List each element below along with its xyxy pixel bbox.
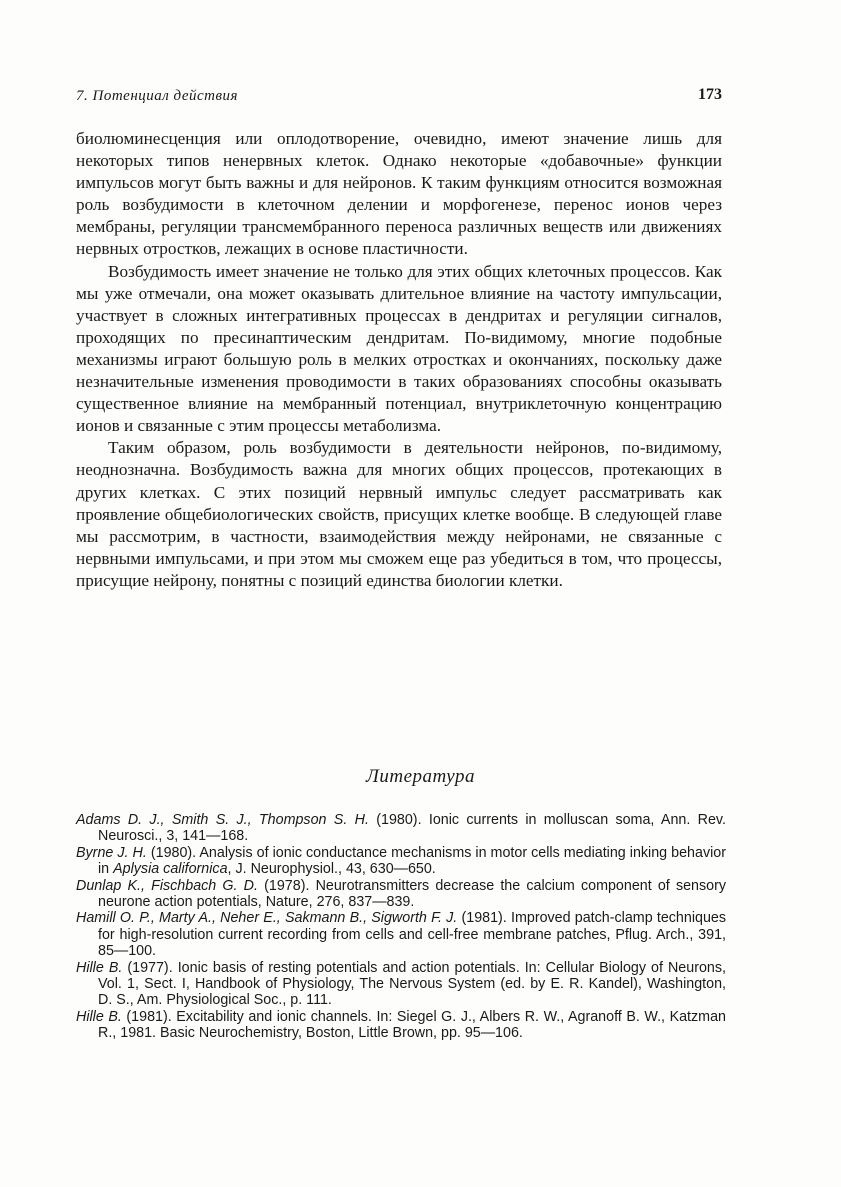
reference-item xyxy=(76,960,726,1009)
chapter-title: 7. Потенциал действия xyxy=(76,88,238,104)
reference-species: Aplysia californica xyxy=(113,861,228,878)
reference-text: (1977). Ionic basis of resting potentials and action potentials. In: Cellular Biology of Neurons, Vol. 1, Sect. I, Handbook of Physiology, The Nervous System (ed. by E. R. Kandel), Washington, D. S., Am. Physiological Soc., p. 111. xyxy=(98,959,726,1009)
reference-authors: Hille B. xyxy=(76,959,123,976)
paragraph-3: Таким образом, роль возбудимости в деятельности нейронов, по-видимому, неоднозначна. Возбудимость важна для многих общих процессов, протекающих в других клетках. С этих позиций нервный импульс следует рассматривать как проявление общебиологических свойств, присущих клетке вообще. В следующей главе мы рассмотрим, в частности, взаимодействия между нейронами, не связанные с нервными импульсами, и при этом мы сможем еще раз убедиться в том, что процессы, присущие нейрону, понятны с позиций единства биологии клетки. xyxy=(76,438,722,590)
reference-text: (1978). Neurotransmitters decrease the calcium component of sensory neurone action potentials, Nature, 276, 837—839. xyxy=(98,877,726,911)
paragraph-2: Возбудимость имеет значение не только для этих общих клеточных процессов. Как мы уже отмечали, она может оказывать длительное влияние на частоту импульсации, участвует в сложных интегративных процессах в дендритах и регуляции сигналов, проходящих по пресинаптическим дендритам. По-видимому, многие подобные механизмы играют большую роль в мелких отростках и окончаниях, поскольку даже незначительные изменения проводимости в таких образованиях способны оказывать существенное влияние на мембранный потенциал, внутриклеточную концентрацию ионов и связанные с этим процессы метаболизма. xyxy=(76,261,722,436)
reference-item xyxy=(76,845,726,878)
running-head xyxy=(76,88,722,110)
reference-item xyxy=(76,1009,726,1042)
reference-list xyxy=(76,812,726,1042)
reference-item xyxy=(76,812,726,845)
reference-text-end: , J. Neurophysiol., 43, 630—650. xyxy=(227,861,436,878)
reference-authors: Adams D. J., Smith S. J., Thompson S. H. xyxy=(76,812,369,828)
reference-text: (1980). Analysis of ionic conductance mechanisms in motor cells mediating inking behavior in xyxy=(98,844,726,878)
paragraph-1: биолюминесценция или оплодотворение, очевидно, имеют значение лишь для некоторых типов ненервных клеток. Однако некоторые «добавочные» функции импульсов могут быть важны и для нейронов. К таким функциям относится возможная роль возбудимости в клеточном делении и морфогенезе, перенос ионов через мембраны, регуляции трансмембранного переноса различных веществ или движениях нервных отростков, лежащих в основе пластичности. xyxy=(76,129,722,259)
reference-text: (1980). Ionic currents in molluscan soma, Ann. Rev. Neurosci., 3, 141—168. xyxy=(98,812,726,845)
page-number: 173 xyxy=(698,86,722,103)
reference-authors: Hamill O. P., Marty A., Neher E., Sakmann B., Sigworth F. J. xyxy=(76,910,458,927)
reference-item xyxy=(76,910,726,959)
reference-text: (1981). Improved patch-clamp techniques for high-resolution current recording from cells and cell-free membrane patches, Pflug. Arch., 391, 85—100. xyxy=(98,910,727,960)
reference-authors: Byrne J. H. xyxy=(76,844,147,861)
reference-text: (1981). Excitability and ionic channels. In: Siegel G. J., Albers R. W., Agranoff B. W., Katzman R., 1981. Basic Neurochemistry, Boston, Little Brown, pp. 95—106. xyxy=(98,1008,726,1042)
literature-heading: Литература xyxy=(366,766,475,787)
reference-authors: Hille B. xyxy=(76,1008,122,1025)
body-text xyxy=(76,128,722,592)
reference-item xyxy=(76,878,726,911)
reference-authors: Dunlap K., Fischbach G. D. xyxy=(76,877,258,894)
